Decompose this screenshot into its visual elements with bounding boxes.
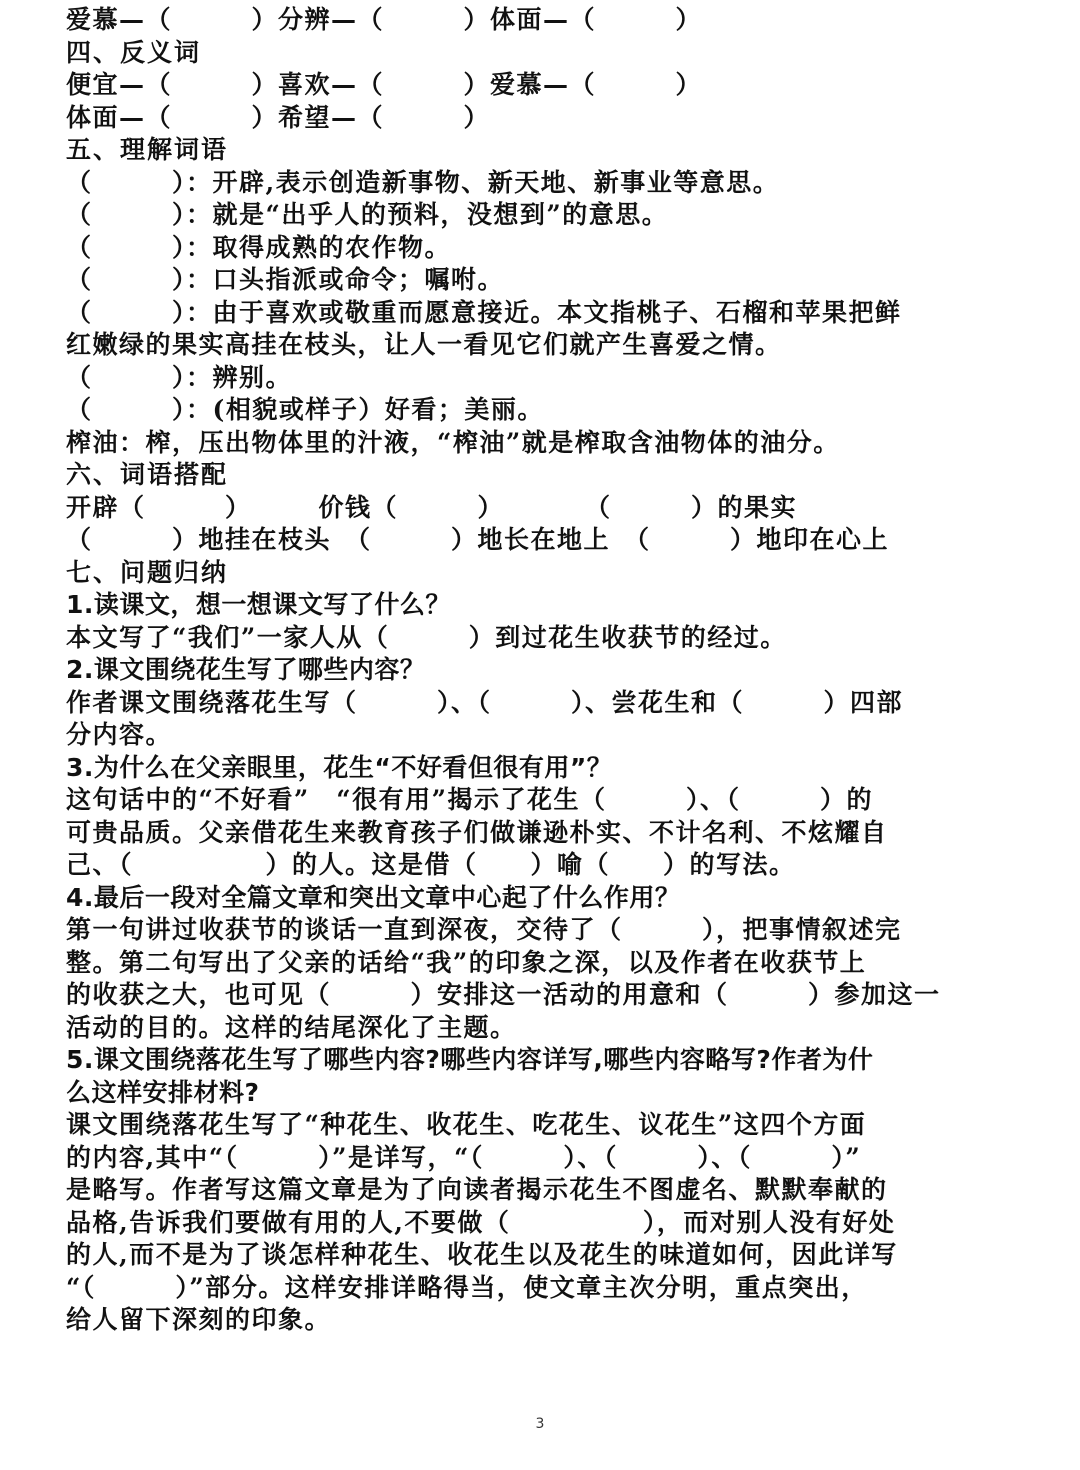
- question-5: 5.课文围绕落花生写了哪些内容?哪些内容详写,哪些内容略写?作者为什: [66, 1045, 874, 1074]
- antonym-row-2: 体面—（ ）希望—（ ）: [66, 102, 491, 132]
- answer-line: 课文围绕落花生写了“种花生、收花生、吃花生、议花生”这四个方面: [66, 1110, 867, 1139]
- question-4: 4.最后一段对全篇文章和突出文章中心起了什么作用？: [66, 882, 681, 912]
- answer-line: 的人,而不是为了谈怎样种花生、收花生以及花生的味道如何，因此详写: [66, 1240, 898, 1269]
- question-3: 3.为什么在父亲眼里，花生“不好看但很有用”？: [66, 752, 613, 782]
- answer-line: 的内容,其中“（ ）”是详写，“（ ）、（ ）、（ ）”: [66, 1142, 862, 1172]
- answer-line: 这句话中的“不好看” “很有用”揭示了花生（ ）、（ ）的: [66, 785, 874, 814]
- worksheet-content: [66, 4, 1020, 1337]
- definition-line: （ ）：开辟,表示创造新事物、新天地、新事业等意思。: [66, 167, 780, 197]
- definition-line: 榨油：榨，压出物体里的汁液，“榨油”就是榨取含油物体的油分。: [66, 427, 840, 457]
- answer-line: 整。第二句写出了父亲的话给“我”的印象之深，以及作者在收获节上: [66, 947, 867, 977]
- antonym-row-1: 便宜—（ ）喜欢—（ ）爱慕—（ ）: [66, 70, 703, 99]
- question-5-continued: 么这样安排材料?: [66, 1077, 260, 1107]
- answer-line: 本文写了“我们”一家人从（ ）到过花生收获节的经过。: [66, 622, 787, 652]
- section-heading-collocations: 六、词语搭配: [66, 460, 229, 489]
- definition-line: （ ）：辨别。: [66, 362, 293, 392]
- section-heading-antonyms: 四、反义词: [66, 37, 202, 67]
- answer-line: 活动的目的。这样的结尾深化了主题。: [66, 1012, 517, 1042]
- question-1: 1.读课文，想一想课文写了什么？: [66, 590, 451, 619]
- answer-line: 作者课文围绕落花生写（ ）、（ ）、尝花生和（ ）四部: [66, 687, 904, 717]
- answer-line: 第一句讲过收获节的谈话一直到深夜，交待了（ ），把事情叙述完: [66, 915, 902, 944]
- collocation-row-2: （ ）地挂在枝头 （ ）地长在地上 （ ）地印在心上: [66, 525, 890, 554]
- page-number: 3: [535, 1416, 545, 1432]
- synonym-row-continued: 爱慕—（ ）分辨—（ ）体面—（ ）: [66, 5, 703, 34]
- answer-line: 是略写。作者写这篇文章是为了向读者揭示花生不图虚名、默默奉献的: [66, 1175, 888, 1204]
- answer-line: 己、（ ）的人。这是借（ ）喻（ ）的写法。: [66, 850, 796, 879]
- definition-line: （ ）：就是“出乎人的预料，没想到”的意思。: [66, 200, 669, 229]
- answer-line: 可贵品质。父亲借花生来教育孩子们做谦逊朴实、不计名利、不炫耀自: [66, 817, 888, 847]
- answer-line: “（ ）”部分。这样安排详略得当，使文章主次分明，重点突出，: [66, 1272, 868, 1302]
- definition-line: （ ）：口头指派或命令；嘱咐。: [66, 265, 505, 294]
- answer-line: 分内容。: [66, 720, 173, 749]
- question-2: 2.课文围绕花生写了哪些内容？: [66, 655, 426, 684]
- collocation-row-1: 开辟（ ） 价钱（ ） （ ）的果实: [66, 492, 798, 522]
- definition-line: （ ）：(相貌或样子）好看；美丽。: [66, 395, 544, 424]
- definition-line-continued: 红嫩绿的果实高挂在枝头，让人一看见它们就产生喜爱之情。: [66, 330, 782, 359]
- definition-line: （ ）：取得成熟的农作物。: [66, 232, 452, 262]
- definition-line: （ ）：由于喜欢或敬重而愿意接近。本文指桃子、石榴和苹果把鲜: [66, 297, 902, 327]
- answer-line: 给人留下深刻的印象。: [66, 1305, 332, 1334]
- answer-line: 品格,告诉我们要做有用的人,不要做（ ），而对别人没有好处: [66, 1207, 896, 1237]
- section-heading-word-meanings: 五、理解词语: [66, 135, 229, 164]
- section-heading-question-summary: 七、问题归纳: [66, 557, 229, 587]
- answer-line: 的收获之大，也可见（ ）安排这一活动的用意和（ ）参加这一: [66, 980, 941, 1009]
